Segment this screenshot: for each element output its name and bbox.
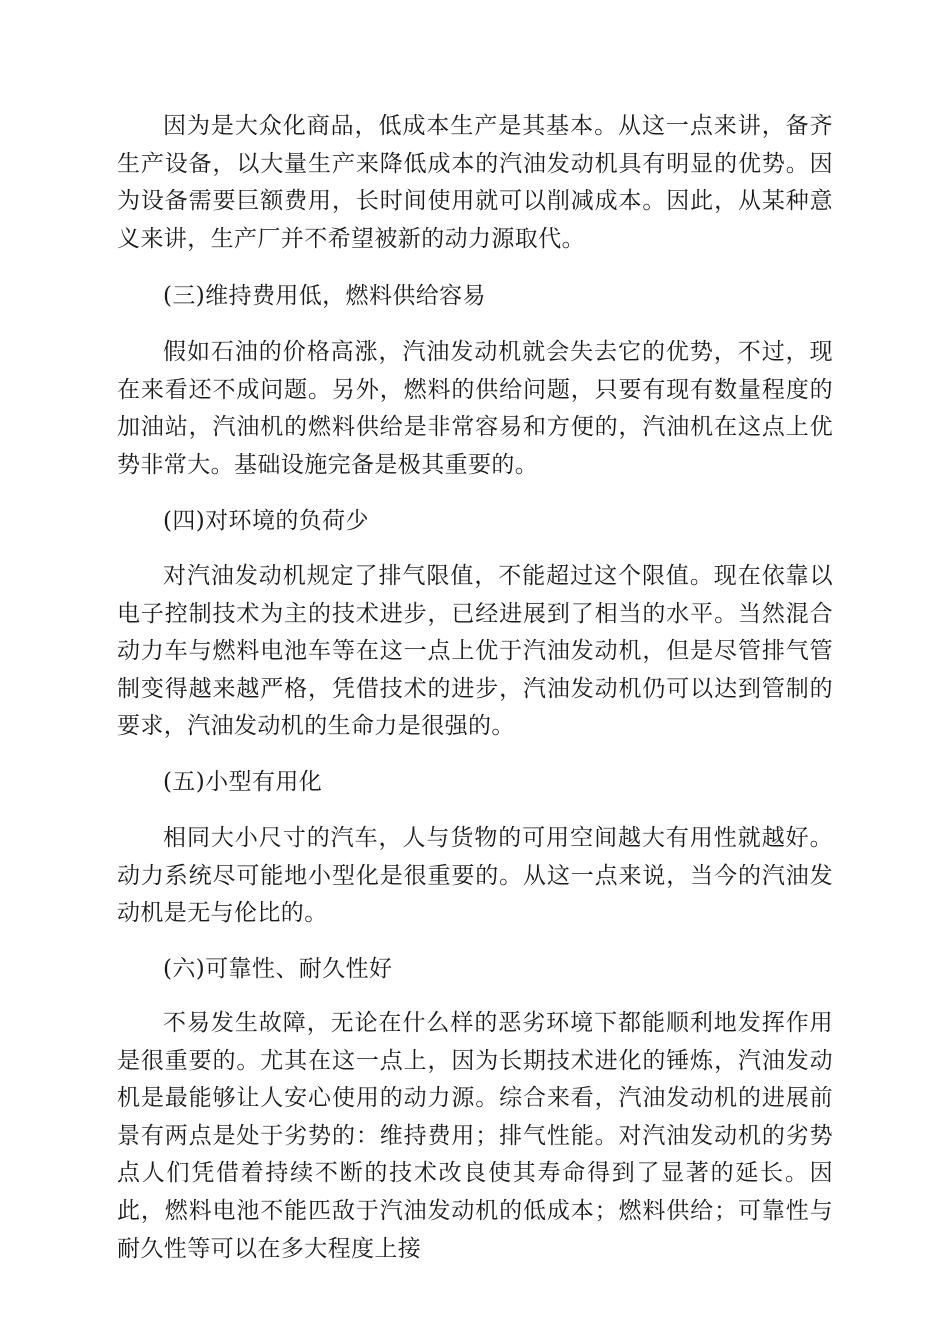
heading-section-5: (五)小型有用化 bbox=[163, 769, 323, 795]
paragraph-compactness: 相同大小尺寸的汽车，人与货物的可用空间越大有用性就越好。动力系统尽可能地小型化是很重要的。从这一点来说，当今的汽油发动机是无与伦比的。 bbox=[117, 825, 833, 927]
paragraph-reliability: 不易发生故障，无论在什么样的恶劣环境下都能顺利地发挥作用是很重要的。尤其在这一点上，因为长期技术进化的锤炼，汽油发动机是最能够让人安心使用的动力源。综合来看，汽油发动机的进展前景有两点是处于劣势的：维持费用；排气性能。对汽油发动机的劣势点人们凭借着持续不断的技术改良使其寿命得到了显著的延长。因此，燃料电池不能匹敌于汽油发动机的低成本；燃料供给；可靠性与耐久性等可以在多大程度上接 bbox=[117, 1010, 833, 1262]
heading-section-6: (六)可靠性、耐久性好 bbox=[163, 956, 393, 982]
paragraph-environment: 对汽油发动机规定了排气限值，不能超过这个限值。现在依靠以电子控制技术为主的技术进步，已经进展到了相当的水平。当然混合动力车与燃料电池车等在这一点上优于汽油发动机，但是尽管排气管制变得越来越严格，凭借技术的进步，汽油发动机仍可以达到管制的要求，汽油发动机的生命力是很强的。 bbox=[117, 563, 833, 740]
paragraph-low-cost-production: 因为是大众化商品，低成本生产是其基本。从这一点来讲，备齐生产设备，以大量生产来降低成本的汽油发动机具有明显的优势。因为设备需要巨额费用，长时间使用就可以削减成本。因此，从某种意义来讲，生产厂并不希望被新的动力源取代。 bbox=[117, 113, 833, 252]
heading-section-3: (三)维持费用低，燃料供给容易 bbox=[163, 283, 486, 309]
paragraph-fuel-supply: 假如石油的价格高涨，汽油发动机就会失去它的优势，不过，现在来看还不成问题。另外，燃料的供给问题，只要有现有数量程度的加油站，汽油机的燃料供给是非常容易和方便的，汽油机在这点上优势非常大。基础设施完备是极其重要的。 bbox=[117, 339, 833, 478]
heading-section-4: (四)对环境的负荷少 bbox=[163, 508, 369, 534]
